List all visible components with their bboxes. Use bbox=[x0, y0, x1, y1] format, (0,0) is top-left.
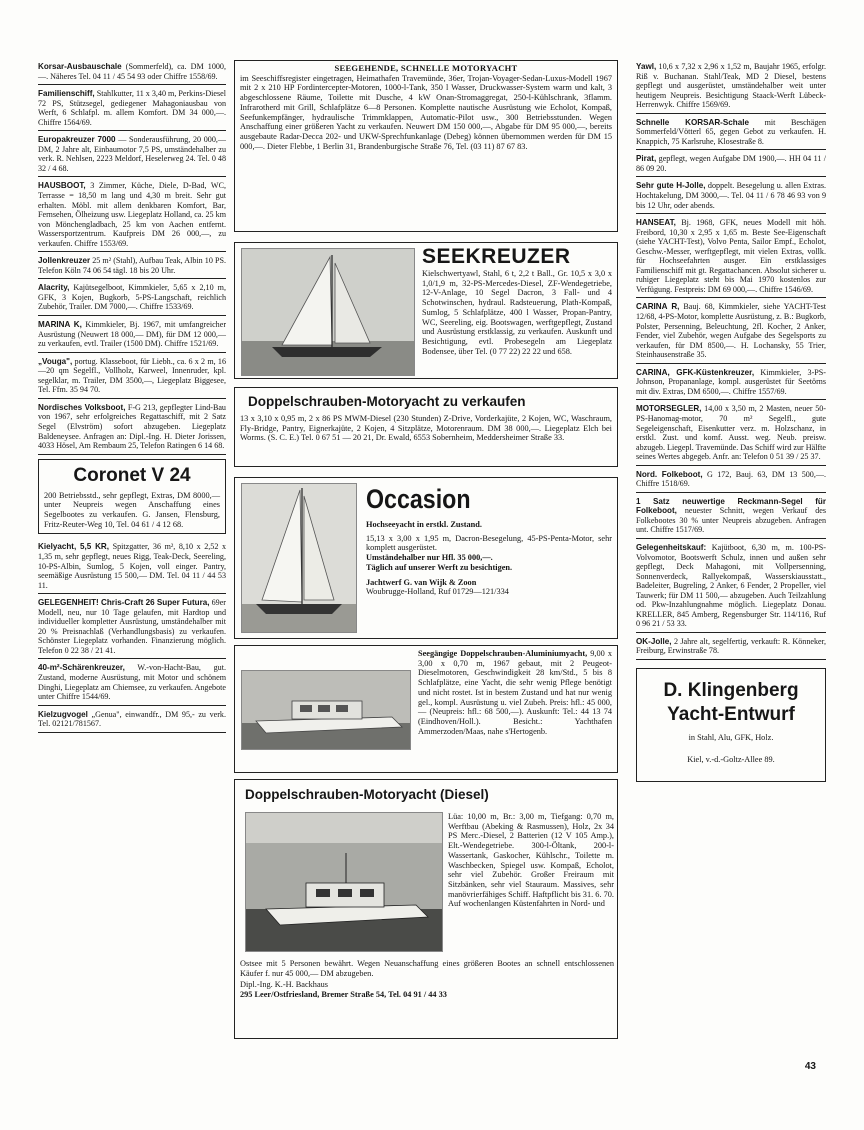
aluminium-yacht-ad bbox=[234, 645, 618, 773]
classified-list-bottom bbox=[38, 540, 226, 732]
classified-ad-text: „Genua", einwandfr., DM 95,- zu verk. Tel. 02121/781567. bbox=[38, 709, 226, 729]
occasion-ad bbox=[234, 477, 618, 639]
classified-ad bbox=[636, 468, 826, 493]
coronet-title: Coronet V 24 bbox=[73, 464, 191, 486]
klingenberg-addr: Kiel, v.-d.-Goltz-Allee 89. bbox=[687, 754, 775, 764]
classified-ad-heading: OK-Jolle, bbox=[636, 636, 672, 646]
classified-ad-heading: Nord. Folkeboot, bbox=[636, 469, 703, 479]
occasion-sub: Hochseeyacht in erstkl. Zustand. bbox=[366, 520, 482, 529]
classified-ad bbox=[636, 116, 826, 151]
occasion-line2: Täglich auf unserer Werft zu besichtigen. bbox=[366, 562, 513, 572]
classified-ad-heading: HAUSBOOT, bbox=[38, 181, 86, 191]
classified-ad-text: portug. Klasseboot, für Liebh., ca. 6 x 2 m, 16—20 qm Segelfl., Vollholz, Karweel, Innenruder, kpl. segelklar, m. Trailer, DM 3500,—, Liegeplatz Biggesee, Tel. Ffm. 35 94 70. bbox=[38, 356, 226, 395]
alu-body: 9,00 x 3,00 x 0,70 m, 1967 gebaut, mit 2 Peugeot-Dieselmotoren, Geschwindigkeit 28 km/Std., 5 bis 8 Schlafplätze, eine Yacht, die sehr wenig Pflege benötigt und nicht rostet. Ist in bestem Zustand und hat nur wenig gel., kompl. Ausrüstung u. viel Zubeh. Preis: hfl.: 45 000,— (Neupreis: hfl.: 68 500,—). Auskunft: Tel.: 44 13 74 (Eindhoven/Holl.). Besicht.: Yachthafen Ammerzoden/Maas, nahe s'Hertogenb. bbox=[418, 649, 612, 736]
right-column bbox=[636, 60, 826, 788]
klingenberg-ad bbox=[636, 668, 826, 782]
doppel2-title: Doppelschrauben-Motoryacht (Diesel) bbox=[245, 787, 489, 802]
seegehende-title: SEEGEHENDE, SCHNELLE MOTORYACHT bbox=[334, 63, 518, 73]
classified-ad-heading: GELEGENHEIT! Chris-Craft 26 Super Futura, bbox=[38, 598, 210, 608]
coronet-ad bbox=[38, 459, 226, 535]
classified-ad bbox=[38, 254, 226, 279]
occasion-firm: Jachtwerf G. van Wijk & Zoon bbox=[366, 577, 477, 587]
seekreuzer-title: SEEKREUZER bbox=[422, 245, 571, 268]
klingenberg-title: Yacht-Entwurf bbox=[667, 703, 795, 725]
classified-ad bbox=[636, 300, 826, 363]
classified-ad-text: W.-von-Hacht-Bau, gut. Zustand, moderne Ausrüstung, mit Motor und schönem Dinghi, Liegeplatz am Chiemsee, zu verkaufen. Angebote unter Chiffre 1544/69. bbox=[38, 663, 226, 702]
center-column bbox=[234, 60, 618, 1045]
occasion-title: Occasion bbox=[366, 484, 471, 514]
doppel2-body2: Ostsee mit 5 Personen bewährt. Wegen Neuanschaffung eines größeren Bootes an schnell entschlossenen Käufer f. nur 45 000,— DM abzugeben. bbox=[240, 959, 614, 978]
classified-ad bbox=[38, 281, 226, 316]
doppel2-body: Lüa: 10,00 m, Br.: 3,00 m, Tiefgang: 0,70 m, Werftbau (Abeking & Rasmussen), Holz, 2x 34 PS Merc.-Diesel, 2 Batterien (12 V 105 Amp.), Elt.-Wendegetriebe. 300-l-Öltank, 200-l-Wassertank, Gaskocher, Kühlschr., Toilette m. Waschbecken, Spiegel usw. Kompaß, Echolot, sehr viel Zubehör. Großer Freiraum mit Sitzbänken, sehr viel Stauraum. Massives, sehr manövrierfähiges Schiff. Haftpflicht bis 31. 6. 70. Auf wochenlangen Küstenfahrten in Nord- und bbox=[448, 812, 614, 909]
alu-head: Seegängige Doppelschrauben-Aluminiumyacht, bbox=[418, 649, 588, 658]
classified-ad bbox=[38, 661, 226, 705]
classified-ad-heading: Europakreuzer 7000 bbox=[38, 135, 116, 145]
classified-ad bbox=[38, 179, 226, 252]
classified-ad bbox=[38, 318, 226, 353]
classified-ad bbox=[636, 495, 826, 539]
classified-ad-text: 14,00 x 3,50 m, 2 Masten, neuer 50-PS-Hanomag-motor, 70 m² Segelfl., gute Segeleigenschaft, Eisenkutter verz. m. Holzschanz, in erstkl. Zust. und komf. Ausst. weg. Neub. preisw. abzugeb. Liegepl. Travemünde. Das Schiff wird zur Hälfte seines Wertes abgegeb. Anfr. an: Telefon 0 51 39 / 25 37. bbox=[636, 404, 827, 462]
classified-ad-text: F-G 213, gepflegter Lind-Bau von 1967, sehr erfolgreiches Regattaschiff, mit 2 Satz Segel (Elvström) sofort abzugeben. Liegeplatz Baldeneysee. Anfragen an: Dipl.-Ing. H. Dieter Jorissen, 4033 Hösel, Am Rembaum 25, Telefon Ratingen 6 14 68. bbox=[38, 402, 226, 451]
doppel1-body: 13 x 3,10 x 0,95 m, 2 x 86 PS MWM-Diesel (230 Stunden) Z-Drive, Vorderkajüte, 2 Kojen, WC, Waschraum, Fly-Bridge, Pantry, Eignerkajüte, 2 Kojen, 4 Sitzplätze, Motorenraum. DM 38 000,—. Liegeplatz Elch bei Worms. (S. C. E.) Tel. 0 67 51 — 20 21, Dr. Ewald, 6553 Sobernheim, Meddersheimer Straße 33. bbox=[240, 414, 612, 443]
classified-ad-text: Bauj. 68, Kimmkieler, siehe YACHT-Test 12/68, 4-PS-Motor, komplette Ausrüstung, z. B.: Bugkorb, Polster, Persenning, Beleuchtung, 2fl. Kocher, 2 Anker, Fender, viel Zubehör, wegen Aufgabe des Segelsports zu verkaufen, für DM 8500,—. H. Lochansky, 55 Trier, Steinhausenstraße 35. bbox=[636, 302, 826, 360]
seegehende-body: im Seeschiffsregister eingetragen, Heimathafen Travemünde, 36er, Trojan-Voyager-Sedan-Luxus-Modell 1967 mit 2 x 210 HP Fordintercepter-Motoren, 1000-l-Tank, 350 l Wasser, Druckwasser-System warm und kalt, 3 abgeschlossene Räume, Toilette mit Dusche, 4 kW Onan-Stromaggregat, 250-l-Kühlschrank, 3flamm. Infrarotherd mit Grill, Schlafplätze 6—8 Personen. Komplette nautische Ausrüstung wie Echolot, Kompaß, Seefunkempfänger, hydraulische Trimmklappen, Automatic-Pilot usw., 300 Betriebsstunden. Wegen Anschaffung einer größeren Yacht zu verkaufen. Neuwert DM 150 000,—, Abgabe für DM 95 000,—, bereits ausgebaute Radar-Decca 202- und UKW-Sprechfunkanlage (Debeg) können übernommen werden für DM 15 000,—. Dieter Flebbe, 1 Berlin 31, Brandenburgische Straße 76, Tel. (03 11) 87 67 83. bbox=[240, 73, 612, 151]
classified-ad-text: 3 Zimmer, Küche, Diele, D-Bad, WC, Terrasse = 18,50 m lang und 4,30 m breit. Sehr gut erhalten. Möbl. mit allem denkbaren Komfort, Bar, Fernsehen, Ölheizung usw. Liegeplatz Holland, ca. 25 km von Mönchengladbach, 25 km von Aachen entfernt. Wassersportzentrum. Kaufpreis DM 26 000,—, zu verkaufen. Chiffre 1553/69. bbox=[38, 181, 226, 248]
classified-ad bbox=[38, 596, 226, 659]
classified-ad bbox=[636, 366, 826, 401]
classified-ad-text: Kajütsegelboot, Kimmkieler, 5,65 x 2,10 m, GFK, 3 Kojen, Bugkorb, 5-PS-Langschaft, reichlich Zubehör, Trailer. DM 7000,—. Chiffre 1533/69. bbox=[38, 283, 226, 312]
classified-ad-heading: 1 Satz neuwertige Reckmann-Segel für Folkeboot, bbox=[636, 496, 826, 516]
classified-ad-heading: „Vouga", bbox=[38, 356, 73, 366]
doppel1-title: Doppelschrauben-Motoryacht zu verkaufen bbox=[248, 394, 526, 409]
classified-ad bbox=[38, 60, 226, 85]
classified-ad bbox=[636, 152, 826, 177]
classified-ad-heading: Kielyacht, 5,5 KR, bbox=[38, 542, 110, 552]
classified-ad-text: G 172, Bauj. 63, DM 13 500,—. Chiffre 1518/69. bbox=[636, 469, 826, 489]
classified-ad-heading: Nordisches Volksboot, bbox=[38, 402, 126, 412]
doppelschrauben-ad-2 bbox=[234, 779, 618, 1039]
classified-ad-heading: MOTORSEGLER, bbox=[636, 404, 702, 414]
klingenberg-sub: in Stahl, Alu, GFK, Holz. bbox=[688, 732, 774, 742]
klingenberg-name: D. Klingenberg bbox=[663, 679, 799, 701]
classified-list-top bbox=[38, 60, 226, 455]
classified-ad-text: Bj. 1968, GFK, neues Modell mit höh. Freibord, 10,30 x 2,95 x 1,65 m. Beste See-Eigenschaft (siehe YACHT-Test), Volvo Penta, Sailor Empf., Echolot, Geschw.-Messer, werftgepflegt, mit vielen Extras, vollk. für Hochseefahrten ausger. Ein erstklassiges Familienschiff mit gt. Regattachancen. Absolut sicherer u. ruhiger Liegeplatz steht bis Mai 1970 kostenlos zur Verfügung. Festpreis: DM 69 000,—. Chiffre 1546/69. bbox=[636, 218, 826, 294]
classified-ad bbox=[636, 216, 826, 298]
occasion-addr: Woubrugge-Holland, Ruf 01729—121/334 bbox=[366, 587, 509, 597]
classified-ad-text: Stahlkutter, 11 x 3,40 m, Perkins-Diesel 72 PS, Stützsegel, gediegener Mahagoniausbau von Werft, 6 Schlafpl. m. allem Komfort. DM 34 000,—. Chiffre 1564/69. bbox=[38, 89, 227, 127]
classified-ad-heading: HANSEAT, bbox=[636, 218, 676, 228]
classified-ad bbox=[636, 402, 826, 465]
classified-ad-text: Kimmkieler, Bj. 1967, mit umfangreicher Ausrüstung (Neuwert 18 000,— DM), für DM 12 000,— zu verkaufen, evtl. Trailer (1500 DM). Chiffre 1521/69. bbox=[38, 320, 227, 349]
classified-ad bbox=[636, 60, 826, 114]
classified-ad-heading: Sehr gute H-Jolle, bbox=[636, 181, 706, 191]
classified-ad bbox=[636, 179, 826, 214]
classified-ad-heading: Yawl, bbox=[636, 62, 657, 71]
classified-ad-text: (Sommerfeld), ca. DM 1000,—. Näheres Tel. 04 11 / 45 54 93 oder Chiffre 1558/69. bbox=[38, 62, 226, 81]
classified-ad bbox=[38, 133, 226, 177]
doppel2-sig: Dipl.-Ing. K.-H. Backhaus bbox=[240, 980, 329, 990]
motoryacht-photo bbox=[241, 670, 411, 750]
classified-ad bbox=[38, 708, 226, 733]
classified-ad bbox=[636, 541, 826, 633]
left-column bbox=[38, 60, 226, 735]
classified-ad bbox=[636, 635, 826, 660]
classified-ad-text: doppelt. Besegelung u. allen Extras. Hochtakelung, DM 3000,—. Tel. 04 11 / 6 78 46 93 von 9 bis 12 Uhr, oder abends. bbox=[636, 181, 827, 210]
classified-ad-text: Kimmkieler, 3-PS-Johnson, Propananlage, kompl. ausgerüstet für Seetörns mit div. Extras, DM 6500,—. Chiffre 1557/69. bbox=[636, 367, 826, 396]
classified-ad-text: mit Beschägen Sommerfeld/Vötterl 65, gegen Gebot zu verkaufen. H. Knappich, 75 Karlsruhe, Klosestraße 8. bbox=[636, 117, 826, 146]
classified-ad-heading: Gelegenheitskauf: bbox=[636, 542, 707, 552]
classified-ad bbox=[38, 87, 226, 131]
classified-list-right bbox=[636, 60, 826, 660]
seekreuzer-body: Kielschwertyawl, Stahl, 6 t, 2,2 t Ball., Gr. 10,5 x 3,0 x 1,0/1,9 m, 32-PS-Mercedes-Diesel, ZF-Wendegetriebe, 12-V-Anlage, 10 Segel Dacron, 3 Fall- und 4 Schotwinschen, hydraul. Radsteuerung, Plath-Kompaß, Sumlog, 5 Schlafplätze, 400 l Wasser, Propan-Pantry, WC, Seereling, eig. Bootswagen, werftgepflegt, Zustand und Ausrüstung erstklassig, zu verkaufen. Auskunft und Besichtigung, evtl. Probesegeln am Liegeplatz Bodensee, über Tel. (0 77 22) 22 22 und 658. bbox=[422, 269, 612, 356]
classified-ad-heading: Jollenkreuzer bbox=[38, 256, 91, 266]
classified-ad-heading: CARINA R, bbox=[636, 302, 680, 312]
doppel2-addr: 295 Leer/Ostfriesland, Bremer Straße 54, Tel. 04 91 / 44 33 bbox=[240, 990, 447, 1000]
classified-ad-text: Kajütboot, 6,30 m, m. 100-PS-Volvomotor, Bootswerft Schulz, innen und außen sehr gepflegt, Deck Mahagoni, mit Vollpersenning, Sonnenverdeck, Rallyekompaß, Wasserskiausstatt., Badeleiter, Bugreling, 2 Anker, 6 Fender, 2 Propeller, viel Tauwerk; für DM 11 500,— abzugeben. Auch Teilzahlung od. Pkw-Inzahlungnahme möglich. Liegeplatz Donau. KRELLER, 845 Amberg, Regensburger Str. 114/116, Ruf 0 96 21 / 53 33. bbox=[636, 542, 826, 629]
classified-ad bbox=[38, 401, 226, 455]
classified-ad-heading: MARINA K, bbox=[38, 320, 82, 330]
classified-ad-heading: Familienschiff, bbox=[38, 89, 95, 99]
occasion-body: 15,13 x 3,00 x 1,95 m, Dacron-Besegelung, 45-PS-Penta-Motor, sehr komplett ausgerüstet. bbox=[366, 533, 612, 553]
classified-ad bbox=[38, 540, 226, 594]
page-number: 43 bbox=[804, 1061, 816, 1072]
seegehende-ad bbox=[234, 60, 618, 232]
classified-ad-heading: Kielzugvogel bbox=[38, 709, 88, 719]
classified-ad-text: 2 Jahre alt, segelfertig, verkauft: R. Könneker, Freiburg, Erwinstraße 78. bbox=[636, 636, 826, 656]
classified-ad-heading: 40-m²-Schärenkreuzer, bbox=[38, 663, 125, 673]
classified-ad bbox=[38, 355, 226, 399]
classified-ad-text: — Sonderausführung, 20 000,— DM, 2 Jahre alt, Einbaumotor 7,5 PS, umständehalber zu verk. R. Nehlsen, 2223 Meldorf, Heselerweg 24. Tel. 0 48 32 / 4 68. bbox=[38, 135, 226, 173]
yacht-photo bbox=[241, 483, 357, 633]
classified-ad-text: 10,6 x 7,32 x 2,96 x 1,52 m, Baujahr 1965, erfolgr. Riß v. Buchanan. Stahl/Teak, MD 2 Diesel, bestens gepflegt und ausgerüstet, umständehalber weit unter heutigem Neupreis. Besichtigung Staack-Werft Lübeck-Herrenwyk. Chiffre 1569/69. bbox=[636, 62, 826, 110]
classified-ad-text: 69er Modell, neu, nur 10 Tage gelaufen, mit Hardtop und individueller kompletter Ausrüstung, umständehalber mit 20 % Preisnachlaß (Verhandlungsbasis) zu verkaufen. Schönster Liegeplatz vorhanden. Finanzierung möglich. Telefon 0 22 38 / 21 41. bbox=[38, 598, 226, 655]
seekreuzer-ad bbox=[234, 242, 618, 379]
classified-ad-heading: CARINA, GFK-Küstenkreuzer, bbox=[636, 367, 755, 377]
sailboat-photo bbox=[241, 248, 415, 376]
classified-ad-heading: Schnelle KORSAR-Schale bbox=[636, 117, 749, 127]
classified-ad-heading: Pirat, bbox=[636, 154, 657, 164]
classified-ad-heading: Alacrity, bbox=[38, 283, 70, 293]
coronet-body: 200 Betriebsstd., sehr gepflegt, Extras, DM 8000,— unter Neupreis wegen Anschaffung eines Segelbootes zu verkaufen. G. Jansen, Flensburg, Fritz-Reuter-Weg 10, Tel. 04 61 / 4 12 68. bbox=[44, 490, 220, 529]
doppelschrauben-ad-1 bbox=[234, 387, 618, 467]
classified-ad-text: Spitzgatter, 36 m², 8,10 x 2,52 x 1,35 m, sehr gepflegt, neues Rigg, Teak-Deck, Seereling, 10-PS-Albin, Sumlog, 5 Kojen, voll einger. Pantry, seemäßige Ausrüstung 15 500,— DM. Tel. 04 11 / 44 53 11. bbox=[38, 542, 226, 590]
classified-ad-text: neuester Schnitt, wegen Verkauf des Folkebootes 30 % unter Neupreis abzugeben. Anfragen unt. Chiffre 1517/69. bbox=[636, 506, 826, 535]
occasion-line1: Umständehalber nur Hfl. 35 000,—. bbox=[366, 553, 493, 563]
classified-ad-heading: Korsar-Ausbauschale bbox=[38, 62, 122, 71]
classified-ad-text: 25 m² (Stahl), Aufbau Teak, Albin 10 PS. Telefon Köln 74 06 54 tägl. 18 bis 20 Uhr. bbox=[38, 256, 226, 275]
classified-ad-text: gepflegt, wegen Aufgabe DM 1900,—. HH 04 11 / 86 09 20. bbox=[636, 154, 826, 173]
harbour-photo bbox=[245, 812, 443, 952]
